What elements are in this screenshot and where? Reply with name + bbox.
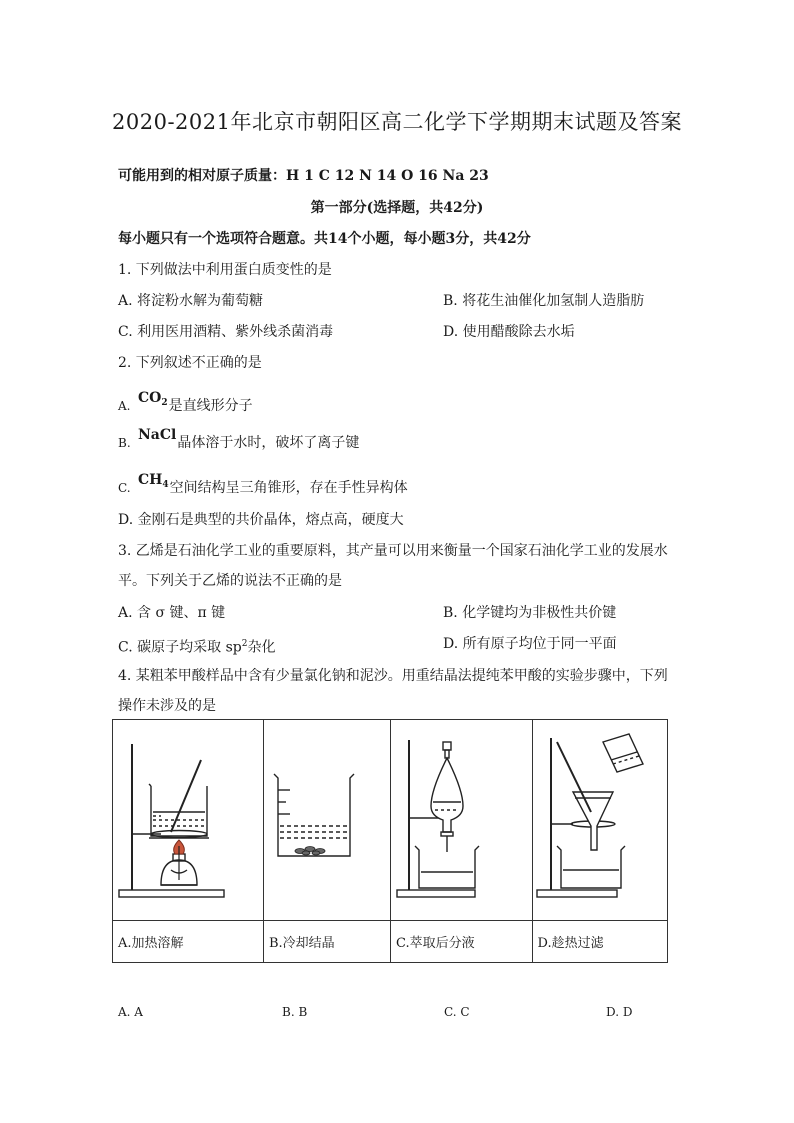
q4-answer-a: A. A [118, 1005, 143, 1019]
q4-answer-b: B. B [282, 1005, 308, 1019]
q1-stem: 1. 下列做法中利用蛋白质变性的是 [118, 262, 332, 278]
q2-option-b [118, 427, 360, 453]
q1-option-c: C. 利用医用酒精、紫外线杀菌消毒 [118, 324, 334, 340]
caption-b: B.冷却结晶 [264, 921, 391, 963]
beaker-diagram [264, 720, 390, 920]
atomic-mass-line: 可能用到的相对原子质量：H 1 C 12 N 14 O 16 Na 23 [118, 168, 489, 184]
caption-d: D.趁热过滤 [532, 921, 668, 963]
figure-hot-filtration [532, 720, 668, 921]
q4-answer-d: D. D [606, 1005, 633, 1019]
q3-option-d: D. 所有原子均位于同一平面 [443, 636, 617, 652]
q4-stem-line2: 操作未涉及的是 [118, 698, 216, 714]
q2-option-b-formula: NaCl [138, 427, 177, 443]
q1-option-b: B. 将花生油催化加氢制人造脂肪 [443, 293, 645, 309]
q3-option-b: B. 化学键均为非极性共价键 [443, 605, 617, 621]
figure-heating-dissolution [113, 720, 264, 921]
caption-a: A.加热溶解 [113, 921, 264, 963]
section-instruction: 每小题只有一个选项符合题意。共14个小题，每小题3分，共42分 [118, 231, 531, 247]
q4-answer-c: C. C [444, 1005, 470, 1019]
q3-stem-line1: 3. 乙烯是石油化学工业的重要原料，其产量可以用来衡量一个国家石油化学工业的发展水 [118, 543, 668, 559]
q2-option-a-letter: A. [118, 399, 131, 413]
filtration-diagram [533, 720, 667, 920]
page-title: 2020-2021年北京市朝阳区高二化学下学期期末试题及答案 [112, 110, 682, 134]
q2-option-c-formula: $CH_4$ [138, 472, 169, 490]
q1-option-a: A. 将淀粉水解为葡萄糖 [118, 293, 264, 309]
q2-option-b-letter: B. [118, 436, 131, 450]
q2-option-c-letter: C. [118, 481, 131, 495]
q4-stem-line1: 4. 某粗苯甲酸样品中含有少量氯化钠和泥沙。用重结晶法提纯苯甲酸的实验步骤中，下列 [118, 668, 668, 684]
caption-c: C.萃取后分液 [391, 921, 533, 963]
section-heading: 第一部分(选择题，共42分) [310, 200, 484, 216]
q3-option-c: C. 碳原子均采取 $sp^2$杂化 [118, 639, 276, 656]
separatory-funnel-diagram [391, 720, 531, 920]
q2-option-d: D. 金刚石是典型的共价晶体，熔点高，硬度大 [118, 512, 404, 528]
apparatus-table [112, 719, 668, 963]
q1-option-d: D. 使用醋酸除去水垢 [443, 324, 575, 340]
q2-option-c-text: 空间结构呈三角锥形，存在手性异构体 [169, 480, 408, 496]
q2-option-b-text: 晶体溶于水时，破坏了离子键 [177, 435, 360, 451]
q2-stem: 2. 下列叙述不正确的是 [118, 355, 262, 371]
q3-option-a: A. 含 σ 键、π 键 [118, 605, 226, 621]
q3-stem-line2: 平。下列关于乙烯的说法不正确的是 [118, 573, 342, 589]
q2-option-a-text: 是直线形分子 [168, 398, 253, 414]
q2-option-a [118, 390, 253, 421]
q2-option-a-formula: $CO_2$ [138, 390, 168, 408]
q2-option-c [118, 472, 408, 503]
heating-apparatus-diagram [113, 720, 263, 920]
figure-separatory-funnel [391, 720, 533, 921]
figure-cooling-crystallization [264, 720, 391, 921]
